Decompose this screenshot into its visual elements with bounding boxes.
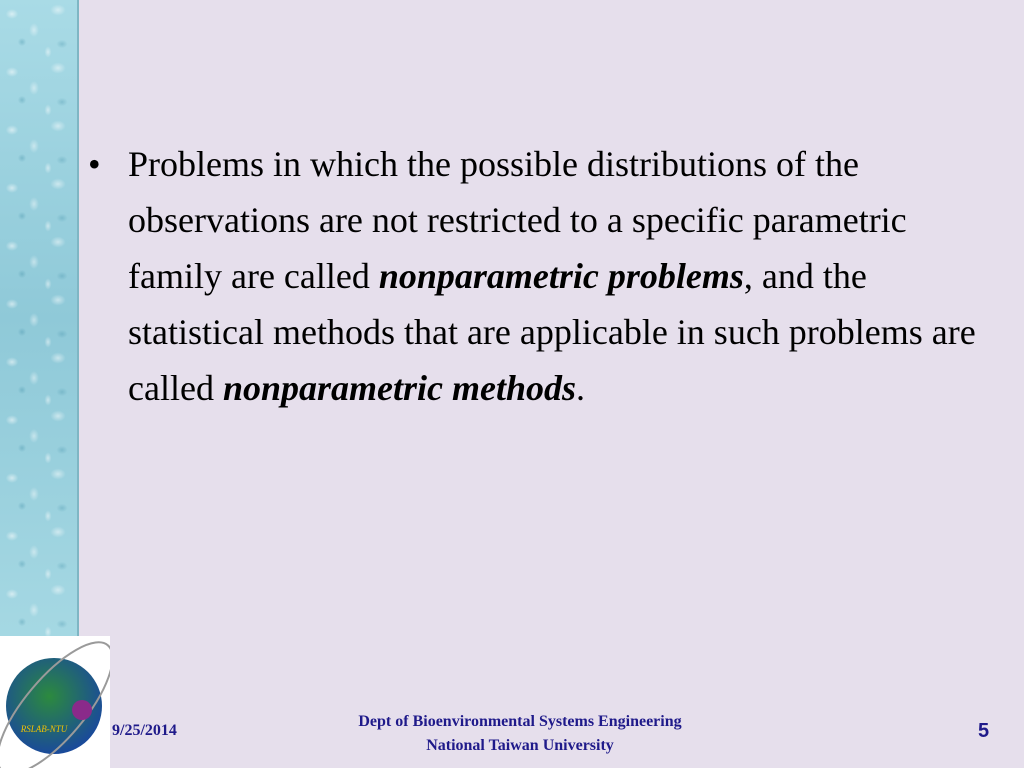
- bullet-text-part-3: .: [576, 368, 585, 408]
- footer-date: 9/25/2014: [112, 722, 177, 739]
- water-texture-strip: [0, 0, 79, 636]
- footer-department-line-1: Dept of Bioenvironmental Systems Engineering: [358, 713, 682, 730]
- bullet-item: [86, 136, 996, 416]
- slide-content: [86, 136, 996, 416]
- rslab-logo: [0, 636, 110, 768]
- bullet-text: [128, 136, 996, 416]
- rslab-logo-icon: [0, 636, 110, 768]
- logo-text: RSLAB-NTU: [20, 724, 68, 734]
- term-nonparametric-problems: nonparametric problems: [378, 256, 744, 296]
- term-nonparametric-methods: nonparametric methods: [222, 368, 576, 408]
- footer-department: [270, 710, 770, 758]
- footer-department-line-2: National Taiwan University: [426, 737, 614, 754]
- page-number: 5: [978, 720, 990, 742]
- bullet-icon: •: [88, 144, 101, 184]
- bullet-text-part-2: , and the statistical methods that are applicable in such problems are called: [128, 256, 976, 408]
- bullet-text-part-1: Problems in which the possible distributions of the observations are not restricted to a specific parametric family are called: [128, 144, 907, 296]
